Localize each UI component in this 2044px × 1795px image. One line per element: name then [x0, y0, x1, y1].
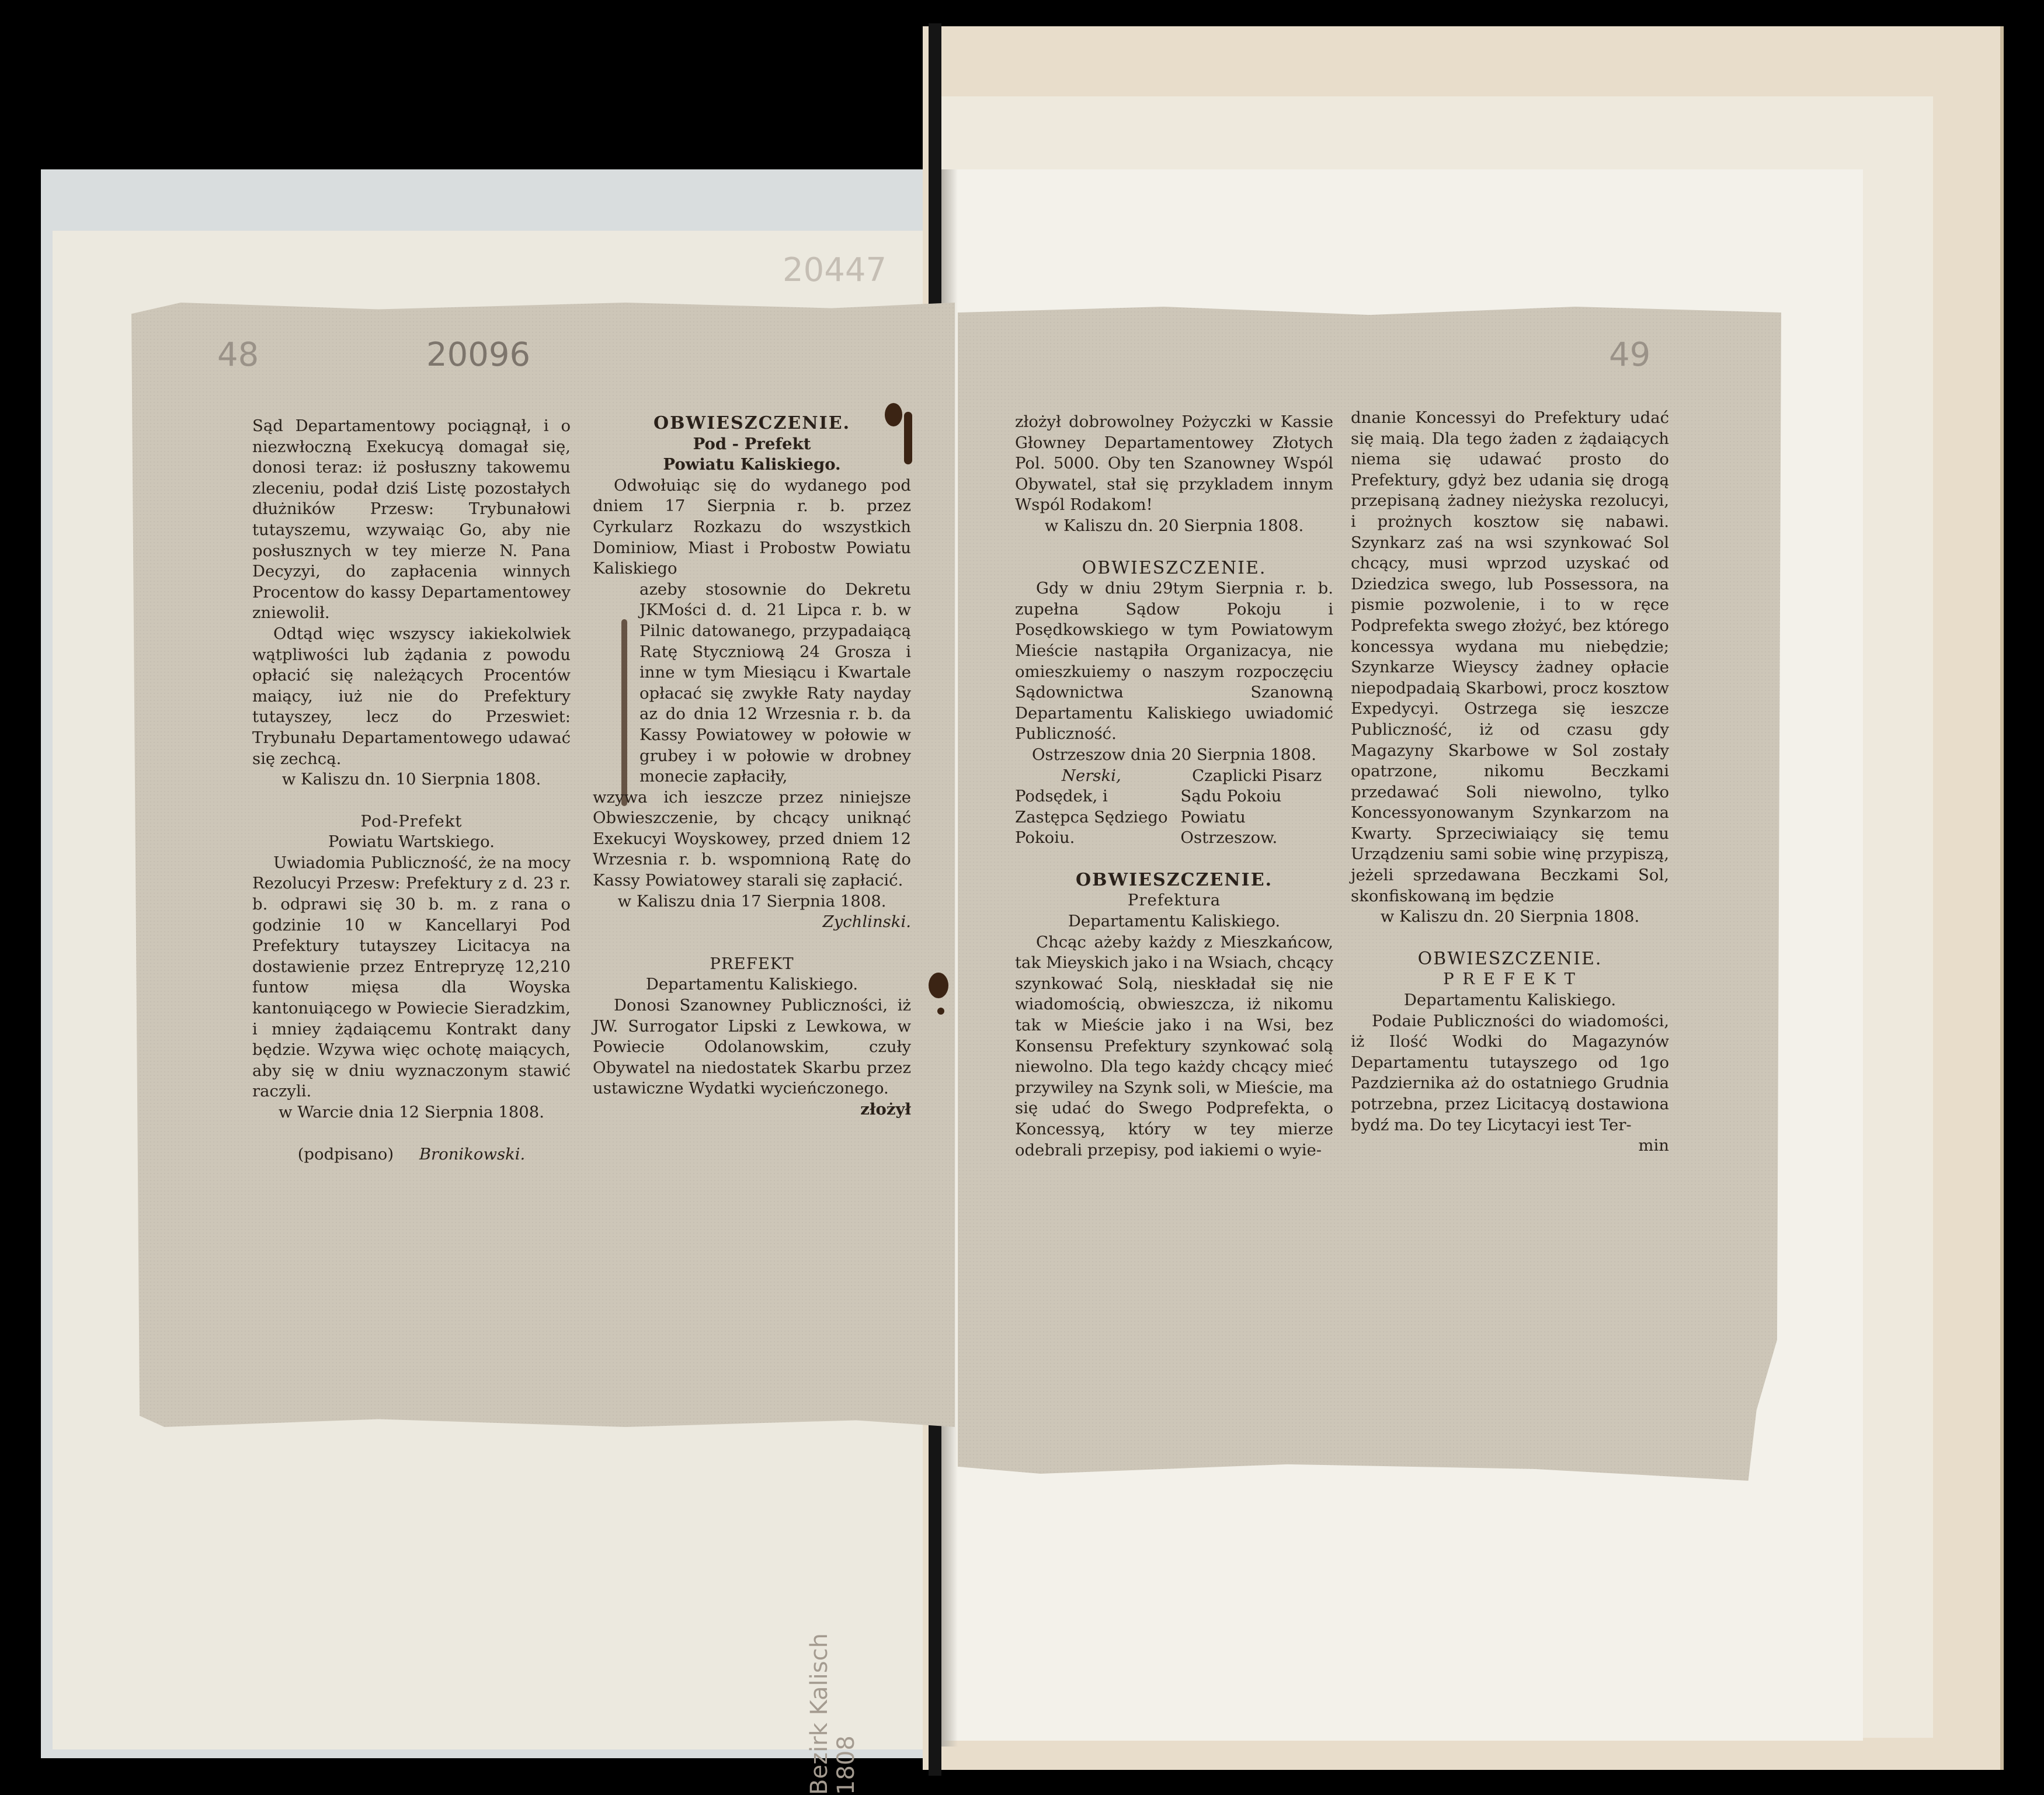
- notice-heading: Pod-Prefekt: [360, 811, 463, 831]
- notice-body: Podaie Publiczności do wiadomości, iż Ilość Wodki do Magazynów Departamentu tutayszego od 1go Pazdziernika aż do ostatniego Grudnia potrzebna, przez Licitacyą dostawiona bydź ma. Do tey Licytacyi iest Ter-: [1351, 1011, 1669, 1134]
- signer-b: [1180, 766, 1333, 849]
- page-number-right: 49: [1609, 336, 1651, 374]
- column-b: [593, 413, 911, 1120]
- column-c: [1015, 412, 1333, 1161]
- accession-number-right: 20447: [783, 251, 887, 289]
- notice-subheading: Departamentu Kaliskiego.: [1403, 991, 1617, 1010]
- signature-block: [1015, 766, 1333, 849]
- notice-heading: OBWIESZCZENIE.: [653, 413, 851, 433]
- notice-body: Uwiadomia Publiczność, że na mocy Rezolucyi Przesw: Prefektury z d. 23 r. b. odprawi się 30 b. m. z rana o godzinie 10 w Kancellaryi Pod Prefektury tutayszey Licitacya na dostawienie przez Entrepryzę 12,210 funtow mięsa dla Woyska kantonuiącego w Powiecie Sieradzkim, i mniey żądaiącemu Kontrakt dany będzie. Wzywa więc ochotę maiących, aby się w dniu wyznaczonym stawić raczyli.: [252, 853, 571, 1101]
- dateline: w Warcie dnia 12 Sierpnia 1808.: [279, 1103, 544, 1122]
- column-a: [252, 416, 571, 1165]
- notice-subheading: Powiatu Wartskiego.: [328, 832, 495, 852]
- margin-pencil-note: Bezirk Kalisch 1808: [806, 1633, 860, 1795]
- signer-name: Nerski,: [1061, 766, 1121, 785]
- ink-stain: [937, 1008, 944, 1015]
- notice-subheading: P R E F E K T: [1443, 970, 1577, 989]
- catchword: min: [1638, 1136, 1669, 1155]
- dateline: w Kaliszu dnia 17 Sierpnia 1808.: [617, 891, 887, 911]
- notice-body: wzywa ich ieszcze przez niniejsze Obwieszczenie, by chcący uniknąć Exekucyi Woyskowey, przed dniem 12 Wrzesnia r. b. wspomnioną Ratę do Kassy Powiatowey starali się zapłacić.: [593, 787, 911, 890]
- notice-body-indented: azeby stosownie do Dekretu JKMości d. d. 21 Lipca r. b. w Pilnic datowanego, przypadaiącą Ratę Styczniową 24 Grosza i inne w tym Miesiącu i Kwartale opłacać się zwykłe Raty nayday az do dnia 12 Wrzesnia r. b. da Kassy Powiatowey w połowie w grubey i w połowie w drobney monecie zapłaciły,: [639, 579, 911, 786]
- ink-stain: [929, 973, 948, 998]
- notice-heading: PREFEKT: [710, 954, 794, 973]
- dateline: w Kaliszu dn. 20 Sierpnia 1808.: [1380, 907, 1640, 926]
- signer-name: Bronikowski.: [419, 1144, 526, 1164]
- notice-body: dnanie Koncessyi do Prefektury udać się maią. Dla tego żaden z żądaiących niema się udawać prosto do Prefektury, gdyż bez udania się drogą przepisaną żadney nieżyska rezolucyi, i prożnych kosztow się nabawi. Szynkarz zaś na wsi szynkować Sol chcący, musi wprzod uzyskać od Dziedzica swego, lub Possessora, na pismie pozwolenie, i to w ręce Podprefekta swego złożyć, bez którego koncessya wydana mu niebędzie; Szynkarze Wieyscy żadney opłacie niepodpadaią Skarbowi, procz kosztow Expedycyi. Ostrzega się ieszcze Publiczność, iż od czasu gdy Magazyny Skarbowe w Sol zostały opatrzone, nikomu Beczkami przedawać Soli niewolno, tylko Koncessyonowanym Szynkarzom na Kwarty. Sprzeciwiaiący się temu Urządzeniu sami sobie winę przypiszą, jeżeli sprzedawana Beczkami Sol, skonfiskowaną im będzie: [1351, 408, 1669, 905]
- signer-a: [1015, 766, 1168, 849]
- signer-role: Sądu Pokoiu Powiatu Ostrzeszow.: [1180, 787, 1282, 848]
- notice-heading: OBWIESZCZENIE.: [1417, 948, 1602, 969]
- notice-body: Donosi Szanowney Publiczności, iż JW. Surrogator Lipski z Lewkowa, w Powiecie Odolanowskim, czuły Obywatel na niedostatek Skarbu przez ustawiczne Wydatki wycieńczonego.: [593, 996, 911, 1098]
- signer-name: Czaplicki Pisarz: [1192, 766, 1322, 785]
- signer-role: Podsędek, i Zastępca Sędziego Pokoiu.: [1015, 787, 1168, 848]
- dateline: w Kaliszu dn. 10 Sierpnia 1808.: [281, 770, 541, 789]
- notice-body: złożył dobrowolney Pożyczki w Kassie Głowney Departamentowey Złotych Pol. 5000. Oby ten Szanowney Wspól Obywatel, stał się przykladem innym Wspól Rodakom!: [1015, 412, 1333, 515]
- dateline: w Kaliszu dn. 20 Sierpnia 1808.: [1044, 516, 1304, 535]
- notice-heading: OBWIESZCZENIE.: [1075, 869, 1273, 890]
- paragraph: Odtąd więc wszyscy iakiekolwiek wątpliwości lub żądania z powodu opłacić się należących Procentów maiący, iuż nie do Prefektury tutayszey, lecz do Przeswiet: Trybunału Departamentowego udawać się zechcą.: [252, 624, 571, 768]
- notice-heading: OBWIESZCZENIE.: [1082, 557, 1267, 578]
- notice-subheading: Departamentu Kaliskiego.: [645, 975, 858, 994]
- notice-subheading: Departamentu Kaliskiego.: [1068, 912, 1281, 931]
- notice-subheading: Pod - Prefekt: [693, 434, 811, 453]
- accession-number-left: 20096: [426, 336, 531, 374]
- notice-body: Odwołuiąc się do wydanego pod dniem 17 Sierpnia r. b. przez Cyrkularz Rozkazu do wszystkich Dominiow, Miast i Probostw Powiatu Kaliskiego: [593, 475, 911, 578]
- notice-subheading: Prefektura: [1127, 891, 1221, 910]
- paragraph: Sąd Departamentowy pociągnął, i o niezwłoczną Exekucyą domagał się, donosi teraz: iż posłuszny takowemu zleceniu, podał dziś Listę pozostałych dłużników Przesw: Trybunałowi tutayszemu, wzywaiąc Go, aby nie posłusznych w tey mierze N. Pana Decyzyi, do zapłacenia winnych Procentow do kassy Departamentowey zniewolił.: [252, 416, 571, 623]
- dateline: Ostrzeszow dnia 20 Sierpnia 1808.: [1031, 745, 1317, 764]
- page-number-left: 48: [217, 336, 259, 374]
- signed-label: (podpisano): [297, 1144, 394, 1164]
- signer-name: Zychlinski.: [822, 912, 911, 932]
- notice-subheading: Powiatu Kaliskiego.: [663, 455, 841, 474]
- notice-body: Gdy w dniu 29tym Sierpnia r. b. zupełna Sądow Pokoju i Posędkowskiego w tym Powiatowym Mieście nastąpiła Organizacya, nie omieszkuiemy o naszym rozpoczęciu Sądownictwa Szanowną Departamentu Kaliskiego uwiadomić Publiczność.: [1015, 579, 1333, 744]
- column-d: [1351, 408, 1669, 1157]
- signature-line: [252, 1144, 571, 1165]
- catchword: złożył: [860, 1100, 911, 1119]
- notice-body: Chcąc ażeby każdy z Mieszkańcow, tak Mieyskich jako i na Wsiach, chcący szynkować Solą, nieskładał się nie wiadomością, obwieszcza, iż nikomu tak w Mieście jako i na Wsi, bez Konsensu Prefektury szynkować solą niewolno. Dla tego każdy chcący mieć przywiley na Szynk soli, w Mieście, ma się udać do Swego Podprefekta, o Koncessyą, który w tey mierze odebrali przepisy, pod iakiemi o wyie-: [1015, 932, 1333, 1159]
